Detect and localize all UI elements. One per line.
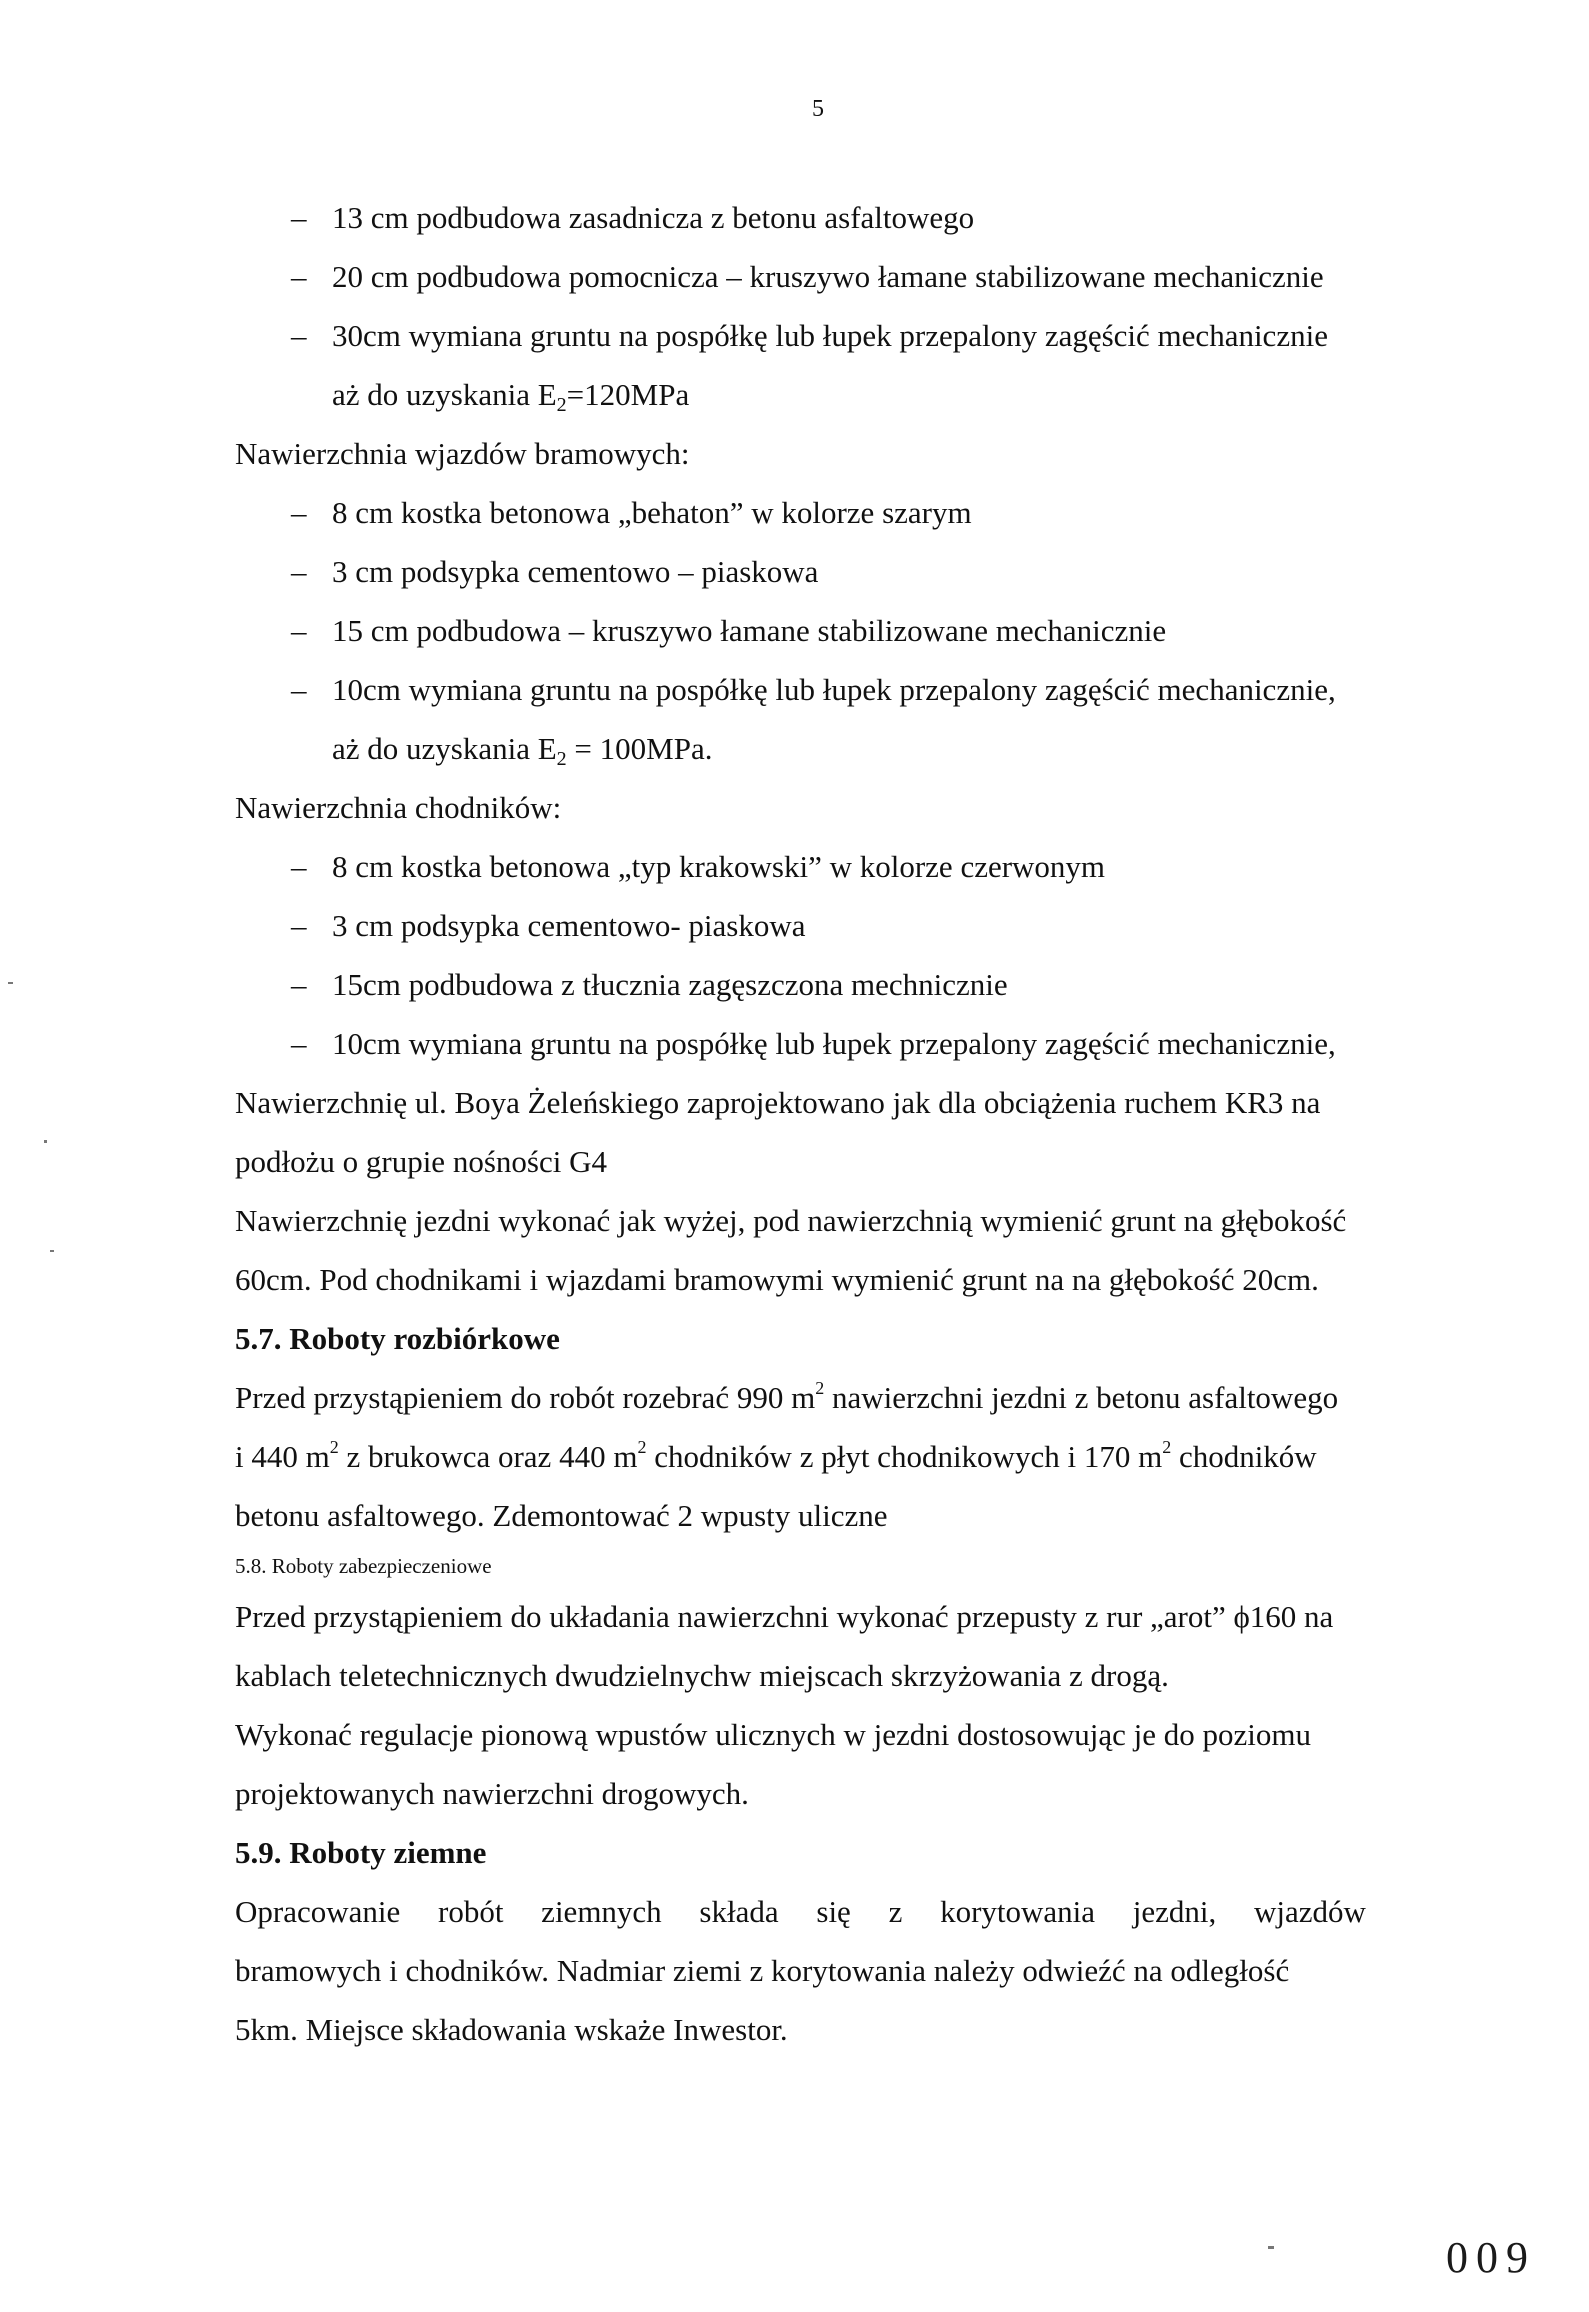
scan-speck xyxy=(44,1140,47,1143)
paragraph-line: bramowych i chodników. Nadmiar ziemi z korytowania należy odwieźć na odległość xyxy=(235,1953,1290,1988)
paragraph-line xyxy=(235,1427,1415,1486)
list-item xyxy=(235,306,1415,365)
text-run: z brukowca oraz 440 m xyxy=(338,1439,638,1474)
subscript: 2 xyxy=(556,394,567,416)
cont-text: aż do uzyskania E xyxy=(332,377,557,412)
text-run: Przed przystąpieniem do robót rozebrać 990 m xyxy=(235,1380,816,1415)
dash-bullet: – xyxy=(291,200,307,235)
cont-text: =120MPa xyxy=(566,377,690,412)
paragraph-line xyxy=(235,1368,1415,1427)
list-item-text: 13 cm podbudowa zasadnicza z betonu asfaltowego xyxy=(332,200,975,235)
text-run: nawierzchni jezdni z betonu asfaltowego xyxy=(824,1380,1339,1415)
list-item xyxy=(235,896,1415,955)
dash-bullet: – xyxy=(291,613,307,648)
scan-speck xyxy=(8,982,13,984)
dash-bullet: – xyxy=(291,967,307,1002)
cont-text: = 100MPa. xyxy=(566,731,713,766)
dash-bullet: – xyxy=(291,259,307,294)
text-run: chodników xyxy=(1171,1439,1317,1474)
list-item-text: 10cm wymiana gruntu na pospółkę lub łupek przepalony zagęścić mechanicznie, xyxy=(332,1026,1336,1061)
text-run: i 440 m xyxy=(235,1439,330,1474)
paragraph-line: Nawierzchnię ul. Boya Żeleńskiego zaprojektowano jak dla obciążenia ruchem KR3 na xyxy=(235,1085,1321,1120)
scan-speck xyxy=(1268,2246,1274,2249)
text-run: chodników z płyt chodnikowych i 170 m xyxy=(646,1439,1163,1474)
list-item xyxy=(235,483,1415,542)
list-item xyxy=(235,660,1415,719)
paragraph-line: Wykonać regulacje pionową wpustów ulicznych w jezdni dostosowując je do poziomu xyxy=(235,1717,1311,1752)
subscript: 2 xyxy=(556,748,567,770)
list-item-text: 8 cm kostka betonowa „typ krakowski” w kolorze czerwonym xyxy=(332,849,1106,884)
dash-bullet: – xyxy=(291,849,307,884)
dash-bullet: – xyxy=(291,908,307,943)
paragraph-line: projektowanych nawierzchni drogowych. xyxy=(235,1776,749,1811)
paragraph-line: Nawierzchnię jezdni wykonać jak wyżej, pod nawierzchnią wymienić grunt na głębokość xyxy=(235,1203,1347,1238)
list-item-text: 10cm wymiana gruntu na pospółkę lub łupek przepalony zagęścić mechanicznie, xyxy=(332,672,1336,707)
section-heading-chodniki: Nawierzchnia chodników: xyxy=(235,790,562,825)
document-body xyxy=(235,188,1415,2059)
superscript: 2 xyxy=(329,1437,339,1457)
list-item xyxy=(235,188,1415,247)
list-item-continuation xyxy=(235,719,1415,778)
section-title-5-7: 5.7. Roboty rozbiórkowe xyxy=(235,1321,560,1356)
paragraph-line: Przed przystąpieniem do układania nawierzchni wykonać przepusty z rur „arot” ϕ160 na xyxy=(235,1599,1334,1634)
paragraph-line: Opracowanie robót ziemnych składa się z korytowania jezdni, wjazdów xyxy=(235,1894,1366,1929)
list-item-text: 30cm wymiana gruntu na pospółkę lub łupek przepalony zagęścić mechanicznie xyxy=(332,318,1328,353)
paragraph-line: 5km. Miejsce składowania wskaże Inwestor. xyxy=(235,2012,788,2047)
page-number: 5 xyxy=(812,96,824,122)
dash-bullet: – xyxy=(291,318,307,353)
list-item-text: 3 cm podsypka cementowo- piaskowa xyxy=(332,908,806,943)
list-item xyxy=(235,542,1415,601)
paragraph-line: 60cm. Pod chodnikami i wjazdami bramowymi wymienić grunt na na głębokość 20cm. xyxy=(235,1262,1319,1297)
list-item-continuation xyxy=(235,365,1415,424)
list-item-text: 8 cm kostka betonowa „behaton” w kolorze szarym xyxy=(332,495,972,530)
paragraph-line: podłożu o grupie nośności G4 xyxy=(235,1144,607,1179)
dash-bullet: – xyxy=(291,1026,307,1061)
section-title-5-8: 5.8. Roboty zabezpieczeniowe xyxy=(235,1554,492,1578)
section-title-5-9: 5.9. Roboty ziemne xyxy=(235,1835,487,1870)
paragraph-line: betonu asfaltowego. Zdemontować 2 wpusty uliczne xyxy=(235,1498,888,1533)
list-item xyxy=(235,837,1415,896)
superscript: 2 xyxy=(815,1378,825,1398)
dash-bullet: – xyxy=(291,495,307,530)
scan-speck xyxy=(50,1250,54,1252)
section-heading-bramowe: Nawierzchnia wjazdów bramowych: xyxy=(235,436,690,471)
list-item xyxy=(235,601,1415,660)
list-item-text: 15 cm podbudowa – kruszywo łamane stabilizowane mechanicznie xyxy=(332,613,1167,648)
superscript: 2 xyxy=(1162,1437,1172,1457)
list-item-text: 15cm podbudowa z tłucznia zagęszczona mechnicznie xyxy=(332,967,1008,1002)
page-stamp: 009 xyxy=(1446,2233,1536,2282)
list-item xyxy=(235,955,1415,1014)
superscript: 2 xyxy=(637,1437,647,1457)
paragraph-line: kablach teletechnicznych dwudzielnychw miejscach skrzyżowania z drogą. xyxy=(235,1658,1169,1693)
list-item xyxy=(235,247,1415,306)
list-item-text: 3 cm podsypka cementowo – piaskowa xyxy=(332,554,819,589)
cont-text: aż do uzyskania E xyxy=(332,731,557,766)
dash-bullet: – xyxy=(291,554,307,589)
list-item-text: 20 cm podbudowa pomocnicza – kruszywo łamane stabilizowane mechanicznie xyxy=(332,259,1324,294)
dash-bullet: – xyxy=(291,672,307,707)
list-item xyxy=(235,1014,1415,1073)
